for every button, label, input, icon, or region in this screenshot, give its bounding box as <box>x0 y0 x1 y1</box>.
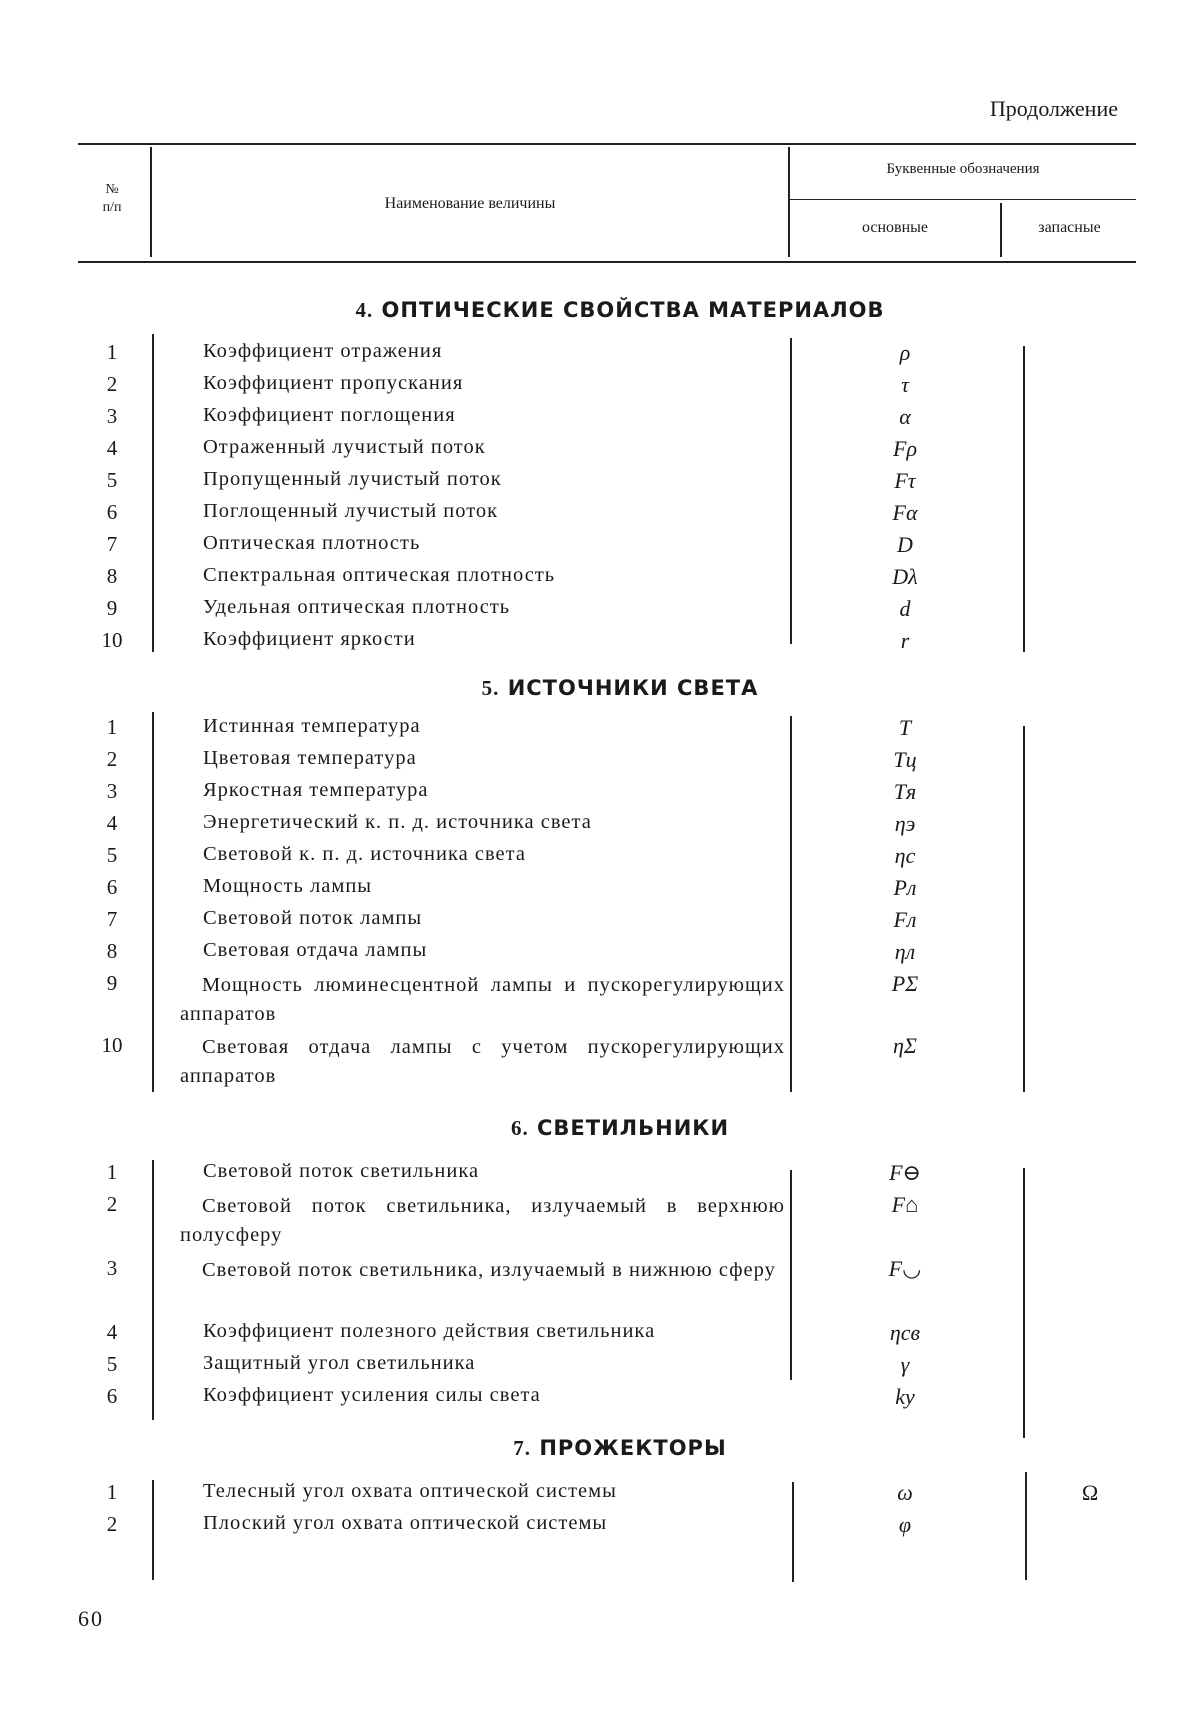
document-page <box>0 0 1200 1729</box>
row-number: 3 <box>92 1256 132 1281</box>
section-title <box>300 1116 940 1141</box>
row-name: Отраженный лучистый поток <box>203 436 788 459</box>
table-row <box>0 436 1200 468</box>
table-row <box>0 1033 1200 1093</box>
row-name: Коэффициент поглощения <box>203 404 788 427</box>
row-number: 2 <box>92 372 132 397</box>
row-number: 1 <box>92 1480 132 1505</box>
row-name: Оптическая плотность <box>203 532 788 555</box>
table-row <box>0 811 1200 843</box>
row-name: Световой поток лампы <box>203 907 788 930</box>
row-name: Световая отдача лампы с учетом пускорегулирующих аппаратов <box>180 1033 785 1091</box>
table-row <box>0 468 1200 500</box>
row-name: Мощность лампы <box>203 875 788 898</box>
row-symbol: F⌂ <box>850 1192 960 1218</box>
section-title <box>300 1436 940 1461</box>
row-name: Световой поток светильника, излучаемый в нижнюю сферу <box>180 1256 785 1285</box>
row-symbol: φ <box>850 1512 960 1538</box>
row-name: Световой поток светильника <box>203 1160 788 1183</box>
number-sign: № <box>78 181 146 199</box>
row-number: 5 <box>92 1352 132 1377</box>
table-row <box>0 1352 1200 1384</box>
row-name: Защитный угол светильника <box>203 1352 788 1375</box>
row-number: 10 <box>92 628 132 653</box>
header-reserve-col: запасные <box>1003 219 1136 237</box>
row-name: Истинная температура <box>203 715 788 738</box>
header-main-col: основные <box>790 219 1000 237</box>
row-symbol: D <box>850 532 960 558</box>
table-row <box>0 1192 1200 1252</box>
row-symbol: ηсв <box>850 1320 960 1346</box>
row-name: Световая отдача лампы <box>203 939 788 962</box>
row-symbol: F◡ <box>850 1256 960 1282</box>
header-bottom-rule <box>78 261 1136 263</box>
row-symbol: ηΣ <box>850 1033 960 1059</box>
row-number: 4 <box>92 1320 132 1345</box>
row-symbol: Fл <box>850 907 960 933</box>
header-number-col <box>78 181 146 217</box>
row-symbol: Fα <box>850 500 960 526</box>
header-divider <box>1000 203 1002 257</box>
section-number: 4. <box>355 298 373 322</box>
row-name: Плоский угол охвата оптической системы <box>203 1512 788 1535</box>
table-row <box>0 532 1200 564</box>
section-title-text: СВЕТИЛЬНИКИ <box>537 1116 729 1140</box>
header-mid-rule <box>788 199 1136 200</box>
row-symbol: Dλ <box>850 564 960 590</box>
row-number: 8 <box>92 939 132 964</box>
row-symbol: F⊖ <box>850 1160 960 1186</box>
table-row <box>0 1160 1200 1192</box>
row-number: 4 <box>92 811 132 836</box>
row-number: 2 <box>92 1192 132 1217</box>
row-symbol: α <box>850 404 960 430</box>
table-row <box>0 404 1200 436</box>
row-name: Коэффициент пропускания <box>203 372 788 395</box>
row-symbol: ηэ <box>850 811 960 837</box>
row-symbol: Tя <box>850 779 960 805</box>
row-number: 4 <box>92 436 132 461</box>
table-row <box>0 1480 1200 1512</box>
row-number: 10 <box>92 1033 132 1058</box>
row-name: Яркостная температура <box>203 779 788 802</box>
row-number: 8 <box>92 564 132 589</box>
table-row <box>0 747 1200 779</box>
row-name: Мощность люминесцентной лампы и пускорегулирующих аппаратов <box>180 971 785 1029</box>
table-row <box>0 1384 1200 1416</box>
row-symbol: ky <box>850 1384 960 1410</box>
row-number: 7 <box>92 532 132 557</box>
row-number: 7 <box>92 907 132 932</box>
row-reserve-symbol: Ω <box>1040 1480 1140 1506</box>
row-symbol: d <box>850 596 960 622</box>
table-header <box>78 143 1136 263</box>
section-title-text: ИСТОЧНИКИ СВЕТА <box>508 676 759 700</box>
row-number: 6 <box>92 875 132 900</box>
row-name: Энергетический к. п. д. источника света <box>203 811 788 834</box>
row-symbol: Fτ <box>850 468 960 494</box>
row-number: 6 <box>92 1384 132 1409</box>
table-row <box>0 875 1200 907</box>
section-title-text: ОПТИЧЕСКИЕ СВОЙСТВА МАТЕРИАЛОВ <box>382 298 885 322</box>
number-sub: п/п <box>78 199 146 217</box>
row-number: 6 <box>92 500 132 525</box>
row-symbol: Tц <box>850 747 960 773</box>
section-title <box>300 298 940 323</box>
row-number: 2 <box>92 1512 132 1537</box>
row-number: 1 <box>92 1160 132 1185</box>
header-top-rule <box>78 143 1136 145</box>
row-number: 5 <box>92 468 132 493</box>
row-name: Спектральная оптическая плотность <box>203 564 788 587</box>
table-row <box>0 500 1200 532</box>
row-number: 5 <box>92 843 132 868</box>
row-name: Световой поток светильника, излучаемый в верхнюю полусферу <box>180 1192 785 1250</box>
row-symbol: r <box>850 628 960 654</box>
row-name: Телесный угол охвата оптической системы <box>203 1480 788 1503</box>
row-symbol: PΣ <box>850 971 960 997</box>
page-number: 60 <box>78 1606 104 1632</box>
section-number: 6. <box>511 1116 529 1140</box>
row-name: Пропущенный лучистый поток <box>203 468 788 491</box>
row-symbol: ηс <box>850 843 960 869</box>
table-row <box>0 1320 1200 1352</box>
table-row <box>0 843 1200 875</box>
section-number: 5. <box>482 676 500 700</box>
row-symbol: ηл <box>850 939 960 965</box>
table-row <box>0 779 1200 811</box>
row-name: Коэффициент отражения <box>203 340 788 363</box>
row-symbol: γ <box>850 1352 960 1378</box>
row-number: 9 <box>92 971 132 996</box>
row-symbol: ρ <box>850 340 960 366</box>
row-number: 1 <box>92 715 132 740</box>
header-letters-col: Буквенные обозначения <box>790 161 1136 178</box>
row-name: Световой к. п. д. источника света <box>203 843 788 866</box>
row-symbol: ω <box>850 1480 960 1506</box>
table-row <box>0 372 1200 404</box>
row-name: Удельная оптическая плотность <box>203 596 788 619</box>
table-row <box>0 340 1200 372</box>
table-row <box>0 1512 1200 1544</box>
row-number: 3 <box>92 779 132 804</box>
section-title <box>300 676 940 701</box>
row-name: Коэффициент усиления силы света <box>203 1384 788 1407</box>
table-row <box>0 971 1200 1031</box>
table-row <box>0 715 1200 747</box>
row-number: 9 <box>92 596 132 621</box>
row-name: Поглощенный лучистый поток <box>203 500 788 523</box>
table-row <box>0 596 1200 628</box>
row-symbol: T <box>850 715 960 741</box>
table-row <box>0 939 1200 971</box>
row-number: 2 <box>92 747 132 772</box>
row-number: 3 <box>92 404 132 429</box>
row-name: Коэффициент яркости <box>203 628 788 651</box>
row-symbol: Pл <box>850 875 960 901</box>
row-symbol: Fρ <box>850 436 960 462</box>
row-number: 1 <box>92 340 132 365</box>
row-name: Цветовая температура <box>203 747 788 770</box>
continuation-label: Продолжение <box>990 96 1118 122</box>
table-row <box>0 628 1200 660</box>
section-number: 7. <box>513 1436 531 1460</box>
table-row <box>0 907 1200 939</box>
table-row <box>0 1256 1200 1316</box>
header-name-col: Наименование величины <box>152 195 788 213</box>
table-row <box>0 564 1200 596</box>
section-title-text: ПРОЖЕКТОРЫ <box>539 1436 726 1460</box>
row-name: Коэффициент полезного действия светильника <box>203 1320 788 1343</box>
row-symbol: τ <box>850 372 960 398</box>
